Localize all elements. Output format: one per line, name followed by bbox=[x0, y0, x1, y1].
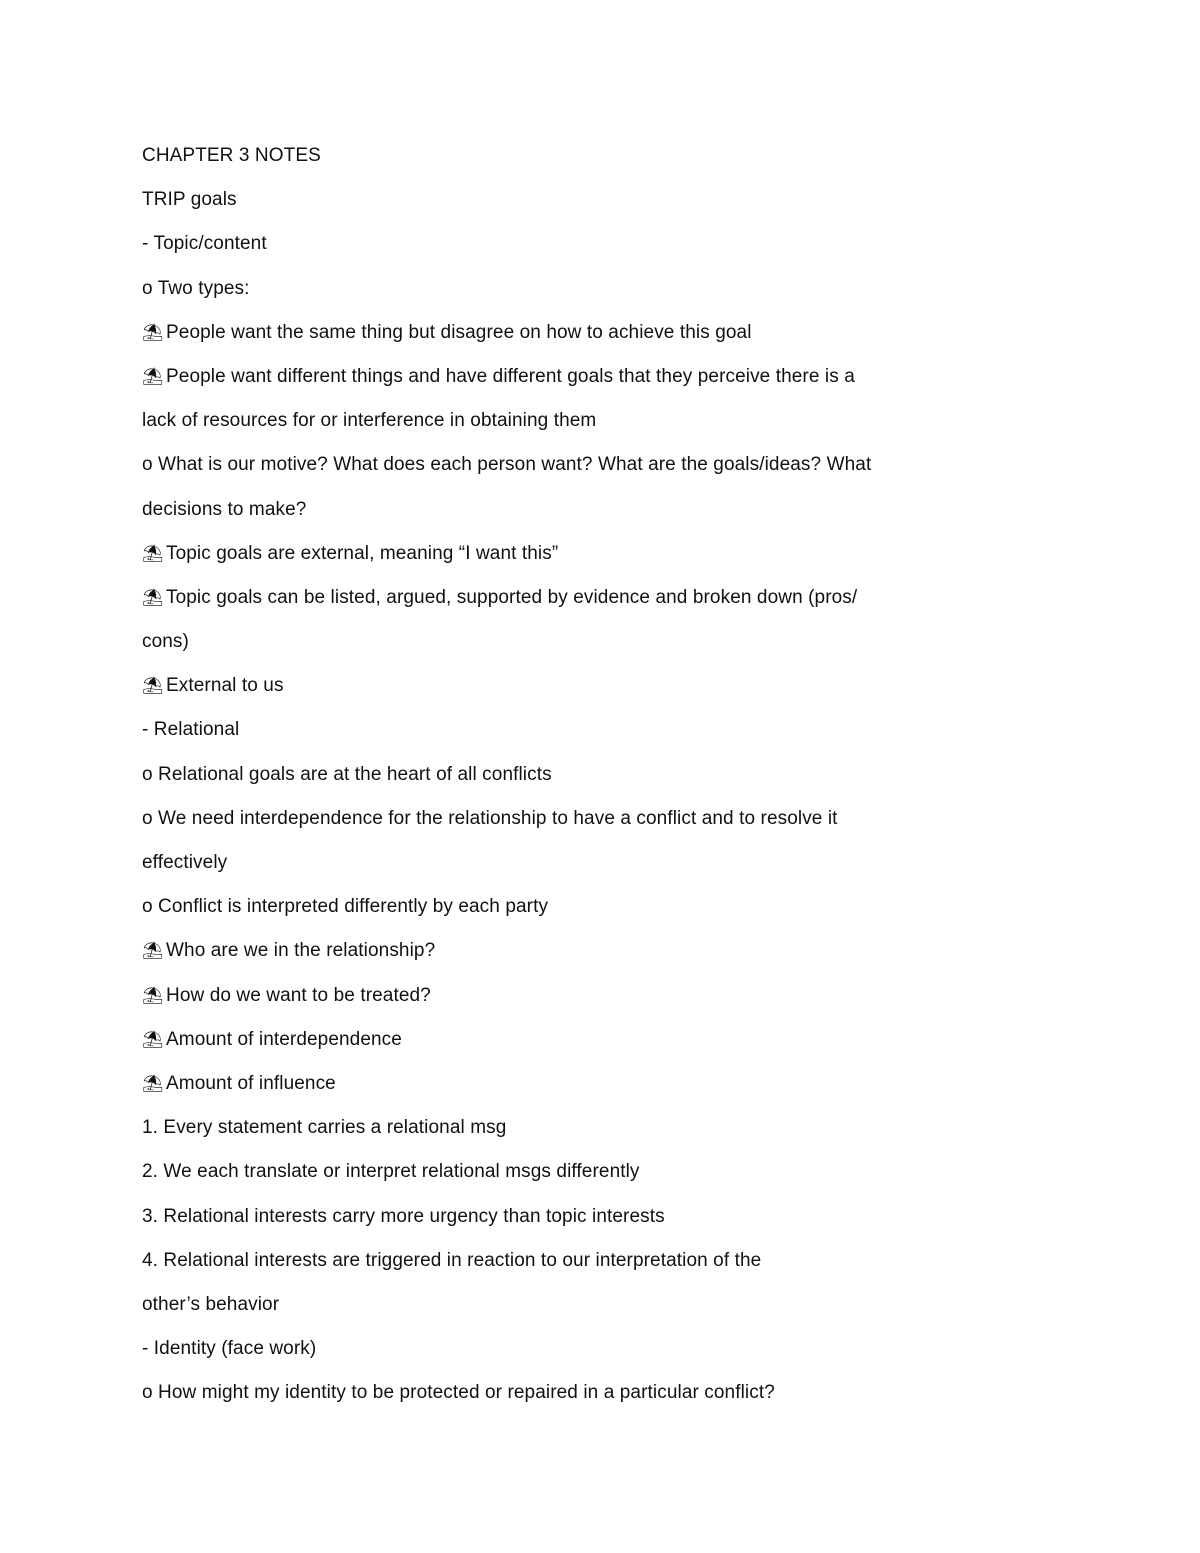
umbrella-bullet-icon: ⛱ bbox=[142, 676, 164, 697]
text-line bbox=[142, 937, 962, 981]
line-text: o We need interdependence for the relationship to have a conflict and to resolve it bbox=[142, 807, 838, 829]
text-line bbox=[142, 275, 962, 319]
line-text: effectively bbox=[142, 852, 228, 873]
text-line bbox=[142, 584, 962, 628]
line-text: Topic goals are external, meaning “I want this” bbox=[166, 542, 559, 564]
line-text: o How might my identity to be protected or repaired in a particular conflict? bbox=[142, 1382, 775, 1404]
text-line bbox=[142, 1247, 962, 1291]
umbrella-bullet-icon: ⛱ bbox=[142, 1029, 164, 1050]
line-text: Amount of interdependence bbox=[166, 1028, 402, 1050]
text-line bbox=[142, 407, 962, 451]
text-line bbox=[142, 1158, 962, 1202]
text-line bbox=[142, 805, 962, 849]
document-title bbox=[142, 142, 962, 186]
line-text: People want different things and have different goals that they perceive there is a bbox=[166, 365, 855, 387]
text-line bbox=[142, 1114, 962, 1158]
line-text: o Two types: bbox=[142, 277, 250, 299]
line-text: External to us bbox=[166, 675, 284, 697]
line-text: How do we want to be treated? bbox=[166, 984, 431, 1006]
line-text: TRIP goals bbox=[142, 189, 237, 211]
text-line bbox=[142, 363, 962, 407]
text-line bbox=[142, 893, 962, 937]
text-line bbox=[142, 319, 962, 363]
line-text: Topic goals can be listed, argued, supported by evidence and broken down (pros/ bbox=[166, 586, 858, 608]
line-text: o Conflict is interpreted differently by each party bbox=[142, 896, 549, 918]
text-line bbox=[142, 496, 962, 540]
text-line bbox=[142, 451, 962, 495]
text-line bbox=[142, 1203, 962, 1247]
text-line bbox=[142, 1379, 962, 1423]
text-line bbox=[142, 716, 962, 760]
umbrella-bullet-icon: ⛱ bbox=[142, 587, 164, 608]
line-text: People want the same thing but disagree on how to achieve this goal bbox=[166, 321, 752, 343]
line-text: - Identity (face work) bbox=[142, 1338, 317, 1360]
umbrella-bullet-icon: ⛱ bbox=[142, 1073, 164, 1094]
line-text: cons) bbox=[142, 631, 189, 653]
line-text: 3. Relational interests carry more urgency than topic interests bbox=[142, 1205, 665, 1227]
text-line bbox=[142, 540, 962, 584]
line-text: o Relational goals are at the heart of all conflicts bbox=[142, 763, 552, 785]
line-text: lack of resources for or interference in obtaining them bbox=[142, 410, 597, 432]
document-body bbox=[142, 142, 962, 1423]
line-text: - Relational bbox=[142, 719, 240, 741]
umbrella-bullet-icon: ⛱ bbox=[142, 322, 164, 343]
text-line bbox=[142, 761, 962, 805]
umbrella-bullet-icon: ⛱ bbox=[142, 543, 164, 564]
text-line bbox=[142, 982, 962, 1026]
line-text: o What is our motive? What does each person want? What are the goals/ideas? What bbox=[142, 454, 872, 476]
line-text: Who are we in the relationship? bbox=[166, 940, 436, 962]
umbrella-bullet-icon: ⛱ bbox=[142, 366, 164, 387]
text-line bbox=[142, 1335, 962, 1379]
line-text: decisions to make? bbox=[142, 498, 307, 520]
line-text: Amount of influence bbox=[166, 1072, 336, 1094]
text-line bbox=[142, 672, 962, 716]
text-line bbox=[142, 849, 962, 893]
text-line bbox=[142, 1291, 962, 1335]
line-text: 4. Relational interests are triggered in reaction to our interpretation of the bbox=[142, 1249, 762, 1271]
line-text: 1. Every statement carries a relational msg bbox=[142, 1117, 507, 1139]
text-line bbox=[142, 1026, 962, 1070]
line-text: CHAPTER 3 NOTES bbox=[142, 145, 321, 166]
line-text: 2. We each translate or interpret relational msgs differently bbox=[142, 1161, 640, 1183]
text-line bbox=[142, 186, 962, 230]
text-line bbox=[142, 230, 962, 274]
text-line bbox=[142, 1070, 962, 1114]
umbrella-bullet-icon: ⛱ bbox=[142, 985, 164, 1006]
umbrella-bullet-icon: ⛱ bbox=[142, 941, 164, 962]
line-text: - Topic/content bbox=[142, 233, 267, 255]
text-line bbox=[142, 628, 962, 672]
line-text: other’s behavior bbox=[142, 1293, 280, 1315]
